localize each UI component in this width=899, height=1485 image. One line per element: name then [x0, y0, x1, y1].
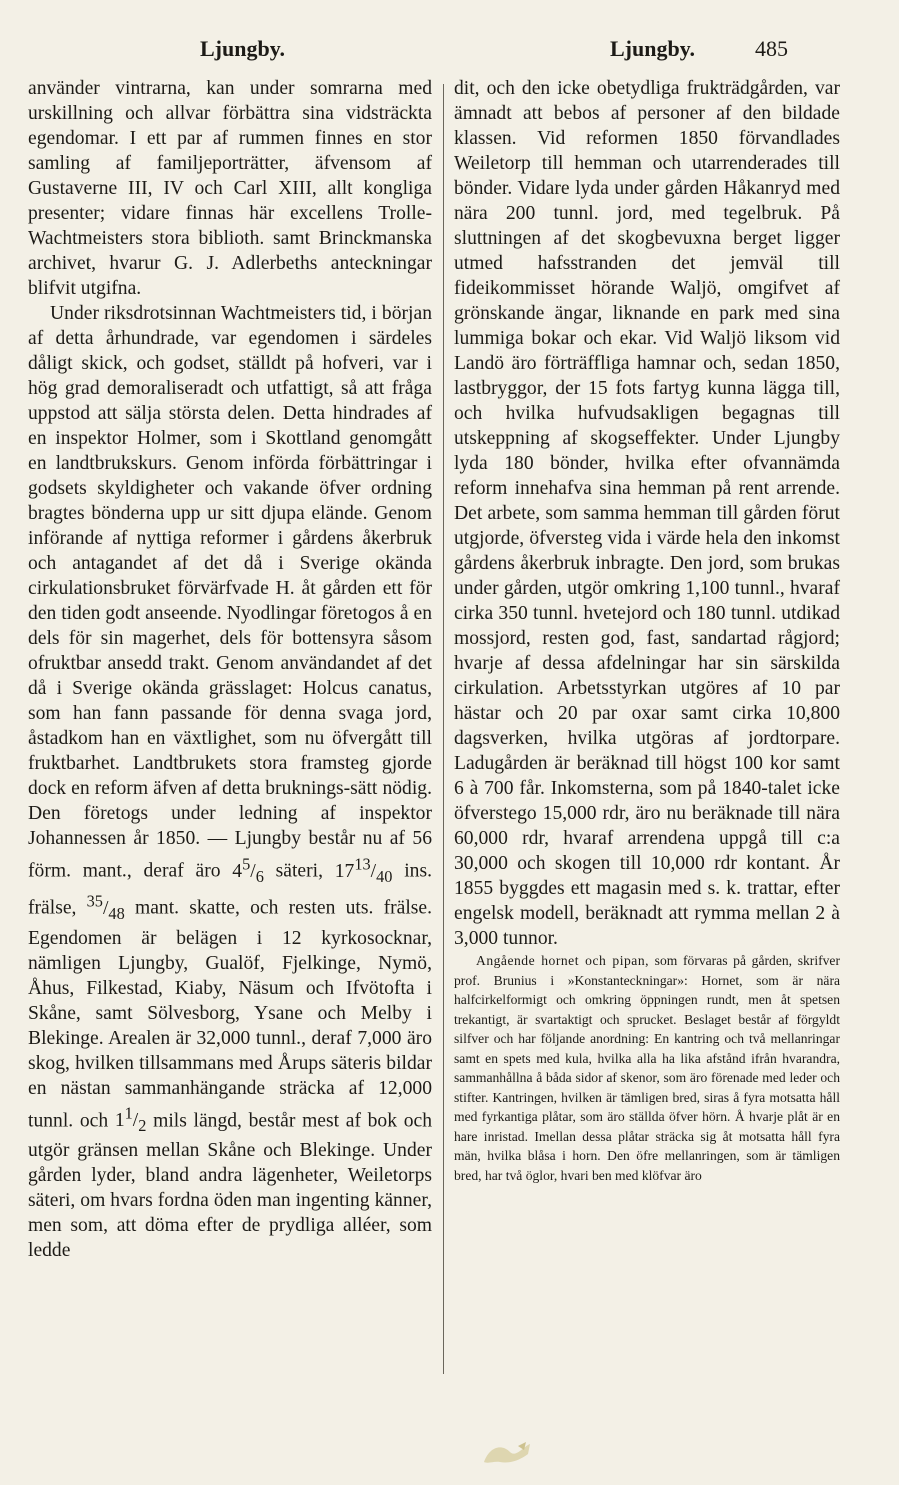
footnote-lead: Angående hornet och pipan,: [476, 953, 650, 968]
left-running-title: Ljungby.: [200, 36, 285, 61]
fraction-2-whole: 17: [334, 860, 355, 882]
column-divider: [443, 84, 444, 1374]
right-running-title: Ljungby.: [610, 36, 695, 61]
after-fraction-2: ins. frälse,: [28, 860, 432, 919]
fraction-1-whole: 4: [232, 860, 243, 882]
fraction-3: $^{35}/_{48}$: [86, 891, 125, 923]
after-fraction-1: säteri,: [263, 860, 335, 882]
footnote-text: som förvaras på gården, skrifver prof. Brunius i »Konstanteckningar»: Hornet, som är nära halfcirkelformigt och omkring öppningen rundt, men åt spetsen trekantigt, är svartaktigt och sprucket. Beslaget består af förgyldt silfver och har följande anordning: En kantring och två mellanringar samt en spets med kula, hvilka alla ha lika afstånd ifrån hvarandra, sammanhållna å båda sidor af skenor, som äro förenade med leder och stifter. Kantringen, hvilken är tämligen bred, siras å fyra motsatta håll med fyrkantiga plåtar, som äro ställda öfver hörn. Å hvarje plåt är en hare inristad. Imellan dessa plåtar sträcka sig åt motsatta håll fyra män, hvilka blåsa i horn. Den öfre mellanringen, som är tämligen bred, har två öglor, hvari ben med klöfvar äro: [454, 953, 840, 1183]
library-stamp-mark: [480, 1440, 534, 1466]
right-paragraph-1: dit, och den icke obetydliga frukträdgården, var ämnadt att bebos af personer af den bildade klassen. Vid reformen 1850 förvandlades Weiletorp till hemman och utarrenderades till bönder. Vidare lyda under gården Håkanryd med nära 200 tunnl. jord, med tegelbruk. På sluttningen af det skogbevuxna berget ligger utmed hafsstranden det jemväl till fideikommisset hörande Waljö, omgifvet af grönskande ängar, liknande en park med sina lummiga bokar och ekar. Vid Waljö liksom vid Landö äro förträffliga hamnar och, sedan 1850, lastbryggor, der 15 fots fartyg kunna lägga till, och hvilka hufvudsakligen begagnas till utskeppning af skogseffekter. Under Ljungby lyda 180 bönder, hvilka efter ofvannämda reform innehafva sina hemman på rent arrende. Det arbete, som samma hemman till gården förut utgjorde, öfversteg vida i värde hela den inkomst gårdens åkerbruk inbragte. Den jord, som brukas under gården, utgör omkring 1,100 tunnl., hvaraf cirka 350 tunnl. hvetejord och 180 tunnl. utdikad mossjord, resten god, fast, sandartad rågjord; hvarje af dessa afdelningar har sin särskilda cirkulation. Arbetsstyrkan utgöres af 10 par hästar och 20 par oxar samt cirka 10,800 dagsverken, hvilka utgöras af jordtorpare. Ladugården är beräknad till högst 100 kor samt 6 à 700 får. Inkomsterna, som på 1840-talet icke öfverstego 15,000 rdr, äro nu beräknade till nära 60,000 rdr, hvaraf arrendena uppgå till c:a 30,000 och skogen till 10,000 rdr kontant. År 1855 byggdes ett magasin med s. k. trattar, efter engelsk modell, beräknadt att rymma mellan 2 à 3,000 tunnor.: [454, 78, 840, 949]
fraction-2-numerator: 13: [354, 854, 371, 873]
fraction-4-numerator: 1: [124, 1103, 133, 1123]
fraction-2-denominator: 40: [376, 866, 393, 886]
left-column: [28, 76, 432, 1263]
fraction-3-denominator: 48: [108, 903, 125, 923]
fraction-2: $17^{13}/_{40}$: [334, 854, 393, 886]
fraction-1-numerator: 5: [242, 854, 251, 873]
fraction-4: $1^1/_2$: [114, 1103, 147, 1136]
left-paragraph-1: använder vintrarna, kan under somrarna med urskillning och allvar förbättra sina vidsträckta egendomar. I ett par af rummen finnes en stor samling af familjeporträtter, äfvensom af Gustaverne III, IV och Carl XIII, allt kongliga presenter; vidare finnas här excellens Trolle-Wachtmeisters stora biblioth. samt Brinckmanska archivet, hvarur G. J. Adlerbeths anteckningar blifvit utgifna.: [28, 78, 432, 299]
right-column: [454, 76, 840, 1185]
footnote: [454, 951, 840, 1185]
fraction-1-denominator: 6: [255, 866, 264, 886]
fraction-1: $4^5/_6$: [232, 854, 264, 886]
fraction-4-whole: 1: [114, 1110, 125, 1132]
after-fraction-4: mils längd, består mest af bok och utgör gränsen mellan Skåne och Blekinge. Under gården lyder, bland andra lägenheter, Weiletorps säteri, om hvars fordna öden man ingenting känner, men som, att döma efter de prydliga alléer, som ledde: [28, 1110, 432, 1262]
running-header: [0, 36, 899, 70]
after-fraction-3: mant. skatte, och resten uts. frälse. Egendomen är belägen i 12 kyrkosocknar, nämligen Ljungby, Gualöf, Fjelkinge, Nymö, Åhus, Filkestad, Kiaby, Näsum och Ifvötofta i Skåne, samt Sölvesborg, Ysane och Melby i Blekinge. Arealen är 32,000 tunnl., deraf 7,000 äro skog, hvilken tillsammans med Årups säteris bildar en nästan sammanhängande sträcka af 12,000 tunnl. och: [28, 897, 432, 1132]
fraction-3-numerator: 35: [86, 891, 103, 911]
left-paragraph-2: [28, 301, 432, 1263]
fraction-4-denominator: 2: [138, 1116, 147, 1136]
page-number: 485: [755, 36, 788, 61]
left-paragraph-2-text: Under riksdrotsinnan Wachtmeisters tid, i början af detta århundrade, var egendomen i särdeles dåligt skick, och godset, ställdt på hofveri, var i hög grad demoraliseradt och utfattigt, så att fråga uppstod att sälja största delen. Detta hindrades af en inspektor Holmer, som i Skottland genomgått en landtbrukskurs. Genom införda förbättringar i godsets skyldigheter och vakande öfver ordning bragtes bönderna upp ur sitt djupa elände. Genom införande af nyttiga reformer i gårdens åkerbruk och antagandet af det då i Sverige okända cirkulationsbruket förvärfvade H. åt gården ett för den tiden godt anseende. Nyodlingar företogos å en dels för sin magerhet, dels för bottensyra såsom ofruktbar ansedd trakt. Genom användandet af det då i Sverige okända grässlaget: Holcus canatus, som han fann passande för denna svaga jord, åstadkom han en växtlighet, som nu öfvergått till fruktbarhet. Landtbrukets stora framsteg gjorde dock en reform äfven af detta bruknings-sätt nödig. Den företogs under ledning af inspektor Johannessen år 1850. — Ljungby består nu af 56 förm. mant., deraf äro: [28, 303, 432, 882]
